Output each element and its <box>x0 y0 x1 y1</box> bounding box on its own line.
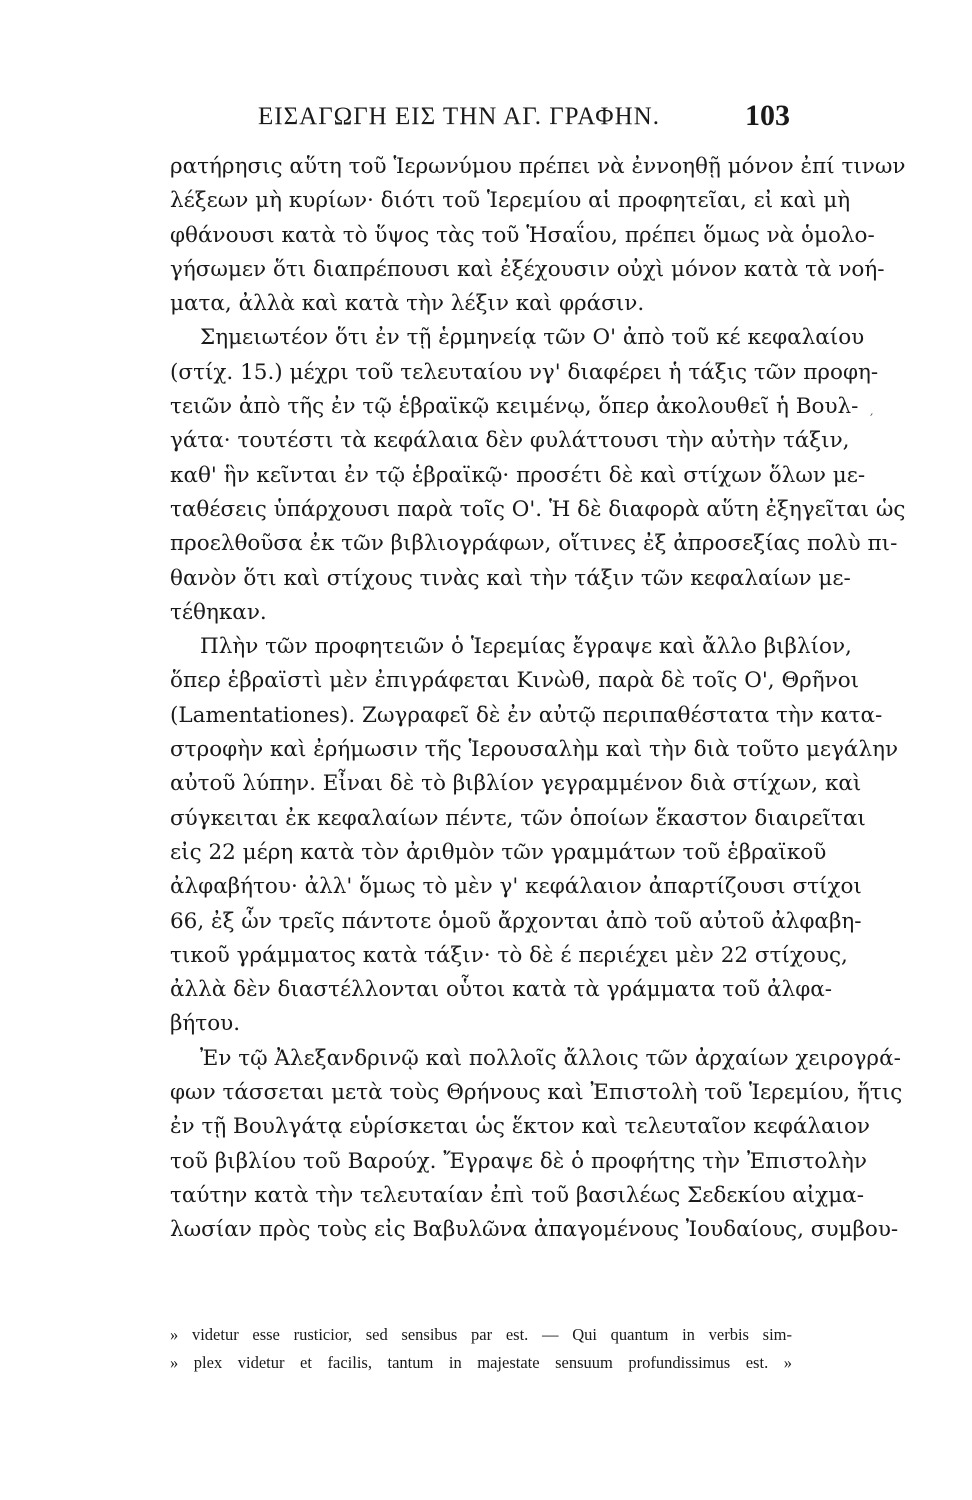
text-line: θανὸν ὅτι καὶ στίχους τινὰς καὶ τὴν τάξιν τῶν κεφαλαίων με- <box>170 565 851 591</box>
footnote-block <box>170 1321 792 1377</box>
text-line: γήσωμεν ὅτι διαπρέπουσι καὶ ἐξέχουσιν οὐχὶ μόνον κατὰ τὰ νοή- <box>170 256 885 282</box>
text-line: Σημειωτέον ὅτι ἐν τῇ ἑρμηνείᾳ τῶν Ο' ἀπὸ τοῦ κέ κεφαλαίου <box>200 325 865 351</box>
text-line: τοῦ βιβλίου τοῦ Βαρούχ. Ἔγραψε δὲ ὁ προφήτης τὴν Ἐπιστολὴν <box>170 1148 867 1174</box>
main-text <box>170 150 906 1248</box>
margin-mark: ′ <box>870 412 874 428</box>
text-line: στροφὴν καὶ ἐρήμωσιν τῆς Ἱερουσαλὴμ καὶ τὴν διὰ τοῦτο μεγάλην <box>170 737 899 763</box>
text-line: φων τάσσεται μετὰ τοὺς Θρήνους καὶ Ἐπιστολὴ τοῦ Ἱερεμίου, ἥτις <box>170 1080 903 1106</box>
text-line: λωσίαν πρὸς τοὺς εἰς Βαβυλῶνα ἀπαγομένους Ἰουδαίους, συμβου- <box>170 1217 899 1243</box>
text-line: προελθοῦσα ἐκ τῶν βιβλιογράφων, οἵτινες ἐξ ἀπροσεξίας πολὺ πι- <box>170 531 898 557</box>
running-title: ΕΙΣΑΓΩΓΗ ΕΙΣ ΤΗΝ ΑΓ. ΓΡΑΦΗΝ. <box>258 103 660 130</box>
text-line: ματα, ἀλλὰ καὶ κατὰ τὴν λέξιν καὶ φράσιν. <box>170 291 645 317</box>
page-number: 103 <box>745 99 790 132</box>
text-line: αὐτοῦ λύπην. Εἶναι δὲ τὸ βιβλίον γεγραμμένον διὰ στίχων, καὶ <box>170 771 862 797</box>
text-line: ρατήρησις αὕτη τοῦ Ἱερωνύμου πρέπει νὰ ἐννοηθῇ μόνον ἐπί τινων <box>170 154 906 179</box>
text-line: φθάνουσι κατὰ τὸ ὕψος τὰς τοῦ Ἡσαΐου, πρέπει ὅμως νὰ ὁμολο- <box>170 222 875 248</box>
text-line: γάτα· τουτέστι τὰ κεφάλαια δὲν φυλάττουσι τὴν αὐτὴν τάξιν, <box>170 428 850 454</box>
text-line: Ἐν τῷ Ἀλεξανδρινῷ καὶ πολλοῖς ἄλλοις τῶν ἀρχαίων χειρογρά- <box>200 1045 901 1071</box>
text-line: εἰς 22 μέρη κατὰ τὸν ἀριθμὸν τῶν γραμμάτων τοῦ ἑβραϊκοῦ <box>170 839 827 865</box>
footnote-line: » plex videtur et facilis, tantum in majestate sensuum profundissimus est. » <box>170 1353 792 1372</box>
text-line: ὅπερ ἑβραϊστὶ μὲν ἐπιγράφεται Κινὼθ, παρὰ δὲ τοῖς Ο', Θρῆνοι <box>170 668 860 694</box>
text-line: (Lamentationes). Ζωγραφεῖ δὲ ἐν αὐτῷ περιπαθέστατα τὴν κατα- <box>170 702 883 728</box>
text-line: τειῶν ἀπὸ τῆς ἐν τῷ ἑβραϊκῷ κειμένῳ, ὅπερ ἀκολουθεῖ ἡ Βουλ- <box>170 394 859 420</box>
text-line: λέξεων μὴ κυρίων· διότι τοῦ Ἱερεμίου αἱ προφητεῖαι, εἰ καὶ μὴ <box>170 188 851 214</box>
text-line: Πλὴν τῶν προφητειῶν ὁ Ἱερεμίας ἔγραψε καὶ ἄλλο βιβλίον, <box>200 634 852 660</box>
text-line: 66, ἐξ ὧν τρεῖς πάντοτε ὁμοῦ ἄρχονται ἀπὸ τοῦ αὐτοῦ ἀλφαβη- <box>170 908 862 934</box>
text-line: καθ' ἣν κεῖνται ἐν τῷ ἑβραϊκῷ· προσέτι δὲ καὶ στίχων ὅλων με- <box>170 462 866 488</box>
text-line: ἀλλὰ δὲν διαστέλλονται οὗτοι κατὰ τὰ γράμματα τοῦ ἀλφα- <box>170 977 833 1003</box>
text-line: ταύτην κατὰ τὴν τελευταίαν ἐπὶ τοῦ βασιλέως Σεδεκίου αἰχμα- <box>170 1182 864 1208</box>
footnote-line: » videtur esse rusticior, sed sensibus par est. — Qui quantum in verbis sim- <box>170 1325 792 1344</box>
page-header <box>170 99 790 139</box>
text-line: τικοῦ γράμματος κατὰ τάξιν· τὸ δὲ έ περιέχει μὲν 22 στίχους, <box>170 942 848 968</box>
text-line: (στίχ. 15.) μέχρι τοῦ τελευταίου νγ' διαφέρει ἡ τάξις τῶν προφη- <box>170 359 879 385</box>
text-line: βήτου. <box>170 1011 241 1037</box>
text-line: ἀλφαβήτου· ἀλλ' ὅμως τὸ μὲν γ' κεφάλαιον ἀπαρτίζουσι στίχοι <box>170 874 862 900</box>
text-line: ἐν τῇ Βουλγάτᾳ εὑρίσκεται ὡς ἕκτον καὶ τελευταῖον κεφάλαιον <box>170 1114 870 1140</box>
text-line: ταθέσεις ὑπάρχουσι παρὰ τοῖς Ο'. Ἡ δὲ διαφορὰ αὕτη ἐξηγεῖται ὡς <box>170 496 906 522</box>
text-line: σύγκειται ἐκ κεφαλαίων πέντε, τῶν ὁποίων ἕκαστον διαιρεῖται <box>170 805 866 831</box>
text-line: τέθηκαν. <box>170 599 267 625</box>
